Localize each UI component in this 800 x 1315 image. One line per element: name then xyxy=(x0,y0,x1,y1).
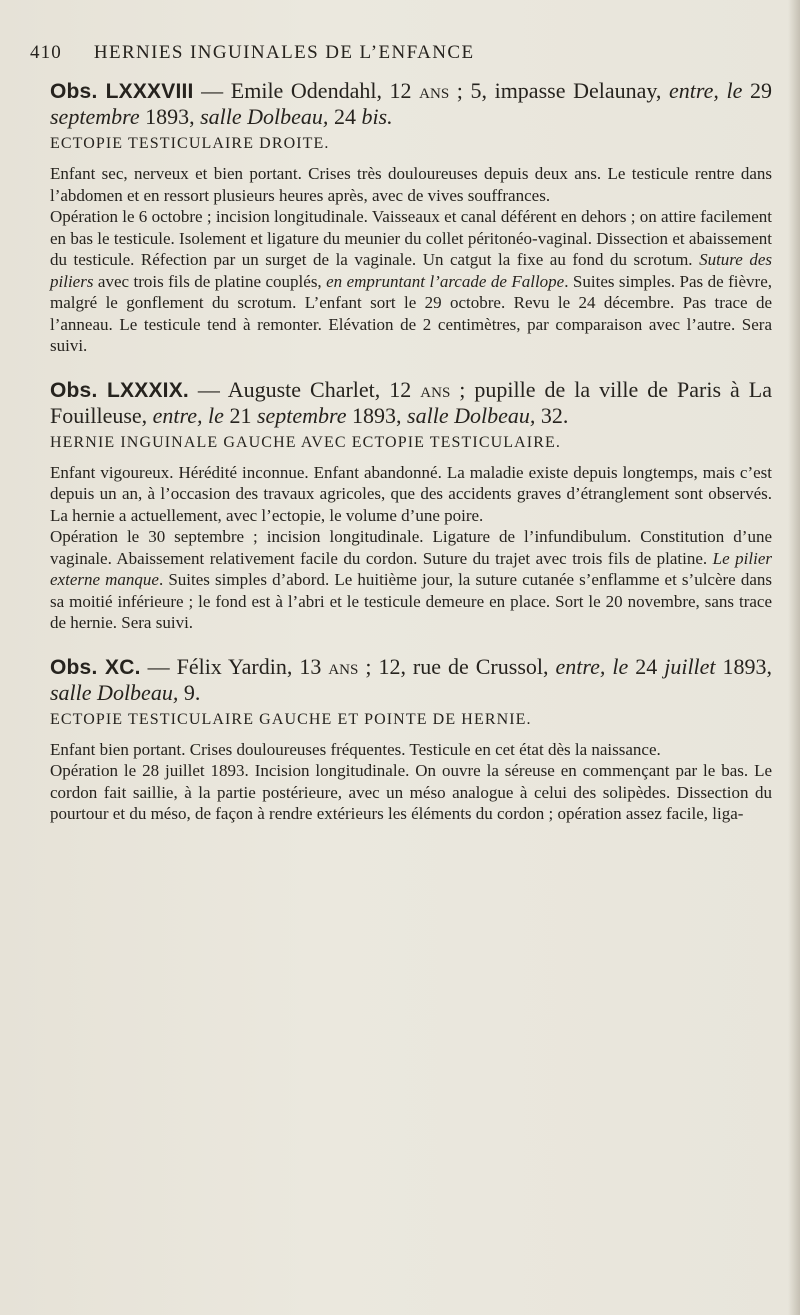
observation-89 xyxy=(50,377,772,634)
page-content xyxy=(50,78,772,825)
observation-heading: Obs. LXXXVIII — Emile Odendahl, 12 ans ; 5, impasse Delaunay, entre, le 29 septembre 1893, salle Dolbeau, 24 bis. xyxy=(50,78,773,129)
diagnosis-heading: HERNIE INGUINALE GAUCHE AVEC ECTOPIE TESTICULAIRE. xyxy=(50,433,561,451)
diagnosis-heading: ECTOPIE TESTICULAIRE DROITE. xyxy=(50,135,330,152)
observation-90 xyxy=(50,654,772,825)
page-number: 410 xyxy=(30,42,62,63)
page-edge-shadow xyxy=(788,0,800,1315)
body-paragraph: Enfant sec, nerveux et bien portant. Crises très douloureuses depuis deux ans. Le testicule rentre dans l’abdomen et en ressort plusieurs heures après, avec de vives souffrances. xyxy=(50,164,772,205)
observation-88 xyxy=(50,78,772,357)
running-title: HERNIES INGUINALES DE L’ENFANCE xyxy=(93,42,475,63)
running-head xyxy=(30,42,780,64)
observation-label: Obs. LXXXIX. xyxy=(50,378,189,402)
observation-heading: Obs. XC. — Félix Yardin, 13 ans ; 12, rue de Crussol, entre, le 24 juillet 1893, salle Dolbeau, 9. xyxy=(50,653,773,705)
body-paragraph: Enfant vigoureux. Hérédité inconnue. Enfant abandonné. La maladie existe depuis longtemps, mais c’est depuis un an, à l’occasion des travaux agricoles, que des accidents graves d’étranglement sont observés. La hernie a actuellement, avec l’ectopie, le volume d’une poire. xyxy=(50,462,772,525)
body-paragraph: Opération le 28 juillet 1893. Incision longitudinale. On ouvre la séreuse en commençant par le bas. Le cordon fait saillie, à la partie postérieure, avec un méso analogue à celui des solipèdes. Dissection du pourtour et du méso, de façon à rendre extérieurs les éléments du cordon ; opération assez facile, liga- xyxy=(50,761,772,823)
observation-label: Obs. LXXXVIII xyxy=(50,80,194,103)
body-paragraph: Opération le 30 septembre ; incision longitudinale. Ligature de l’infundibulum. Constitution d’une vaginale. Abaissement relativement facile du cordon. Suture du trajet avec trois fils de platine. Le pilier externe manque. Suites simples d’abord. Le huitième jour, la suture cutanée s’enflamme et s’ulcère dans sa moitié inférieure ; le fond est à l’abri et le testicule demeure en place. Sort le 20 novembre, sans trace de hernie. Sera suivi. xyxy=(50,527,772,632)
observation-label: Obs. XC. xyxy=(50,655,141,679)
body-paragraph: Opération le 6 octobre ; incision longitudinale. Vaisseaux et canal déférent en dehors ; on attire facilement en bas le testicule. Isolement et ligature du meunier du collet péritonéo-vaginal. Dissection et abaissement du testicule. Réfection par un surget de la vaginale. Un catgut la fixe au fond du scrotum. Suture des piliers avec trois fils de platine couplés, en empruntant l’arcade de Fallope. Suites simples. Pas de fièvre, malgré le gonflement du scrotum. L’enfant sort le 29 octobre. Revu le 24 décembre. Pas trace de l’anneau. Le testicule tend à remonter. Elévation de 2 centimètres, par comparaison avec l’autre. Sera suivi. xyxy=(50,207,772,355)
body-paragraph: Enfant bien portant. Crises douloureuses fréquentes. Testicule en cet état dès la naissance. xyxy=(50,739,661,759)
diagnosis-heading: ECTOPIE TESTICULAIRE GAUCHE ET POINTE DE HERNIE. xyxy=(50,710,532,728)
observation-heading: Obs. LXXXIX. — Auguste Charlet, 12 ans ; pupille de la ville de Paris à La Fouilleuse, entre, le 21 septembre 1893, salle Dolbeau, 32. xyxy=(50,376,772,428)
